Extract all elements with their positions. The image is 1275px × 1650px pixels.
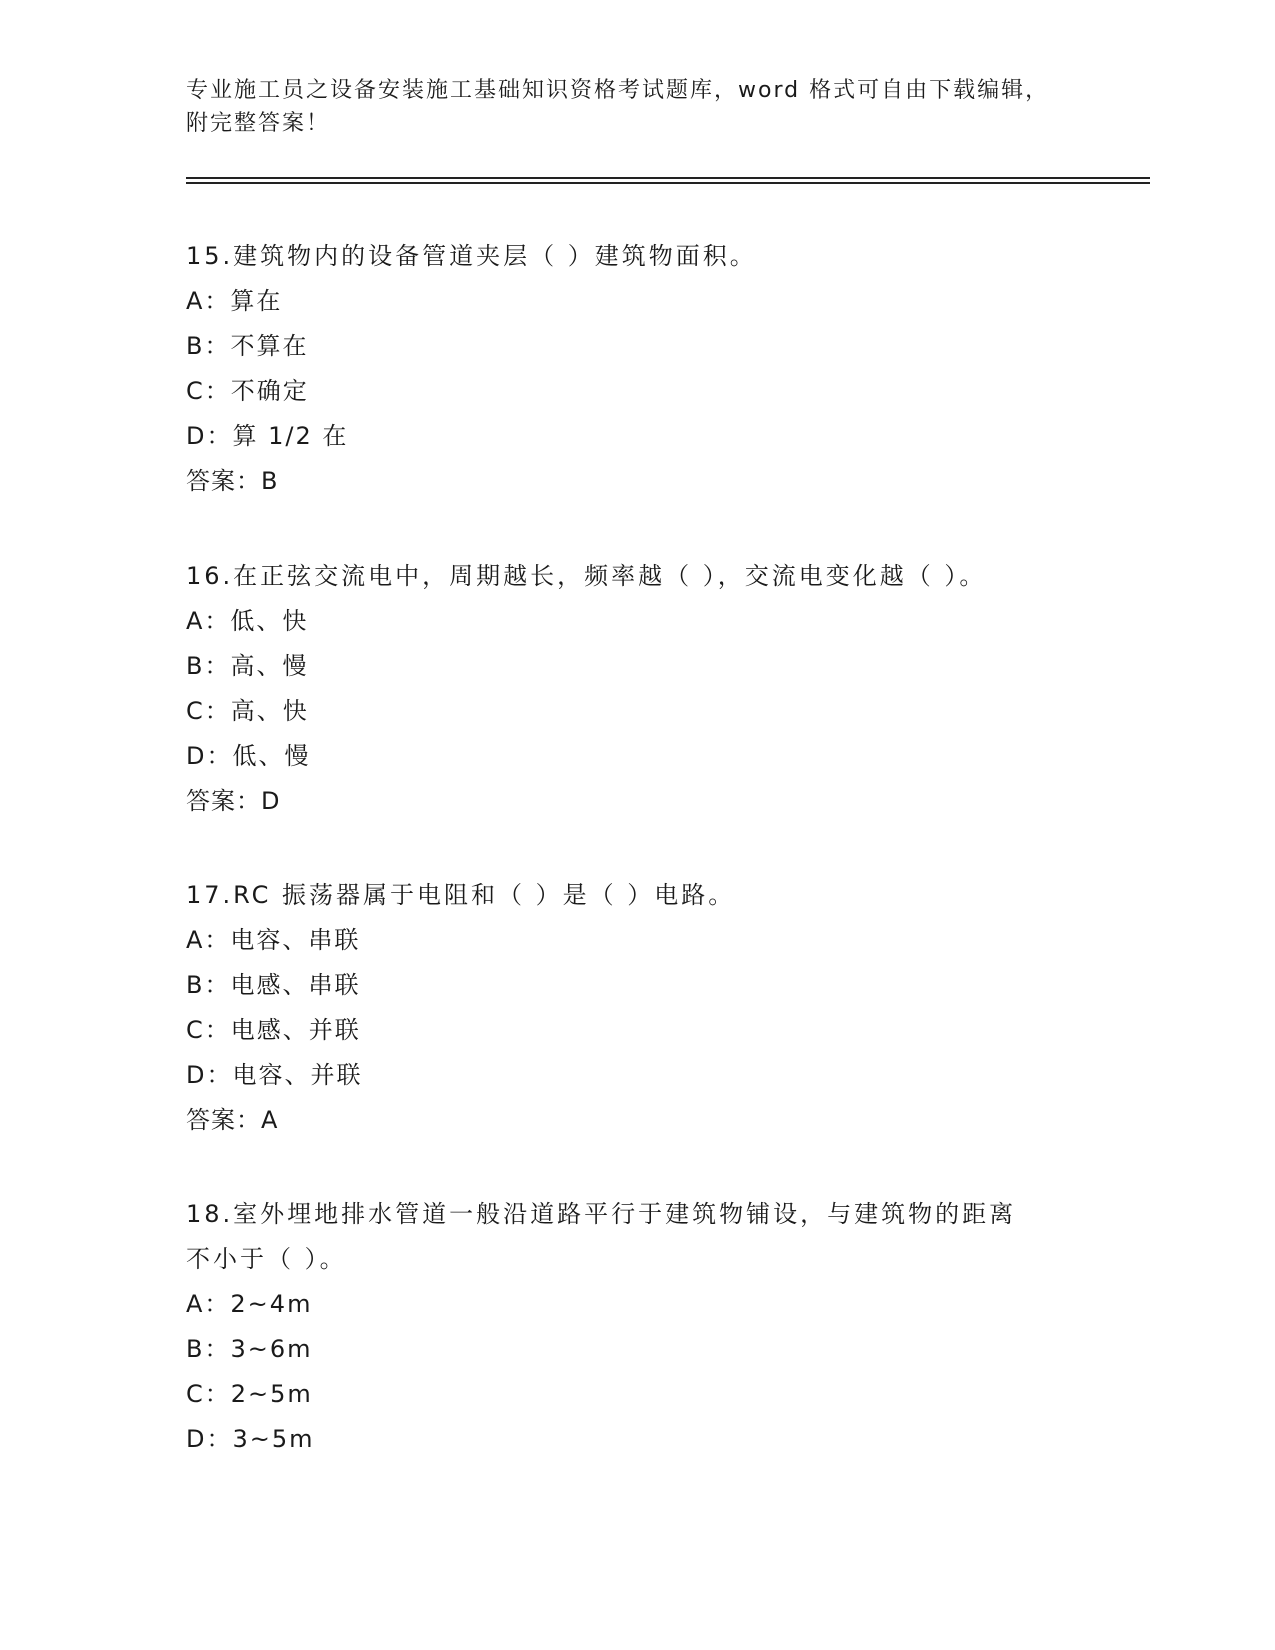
question-17 <box>186 873 1086 1143</box>
option-a: A：低、快 <box>186 607 309 635</box>
question-stem: 15.建筑物内的设备管道夹层（ ）建筑物面积。 <box>186 242 757 270</box>
header-rule-bottom <box>186 182 1150 184</box>
header-rule-top <box>186 177 1150 179</box>
option-d: D：电容、并联 <box>186 1061 363 1089</box>
option-a: A：电容、串联 <box>186 926 361 954</box>
option-b: B：电感、串联 <box>186 971 361 999</box>
option-a: A：算在 <box>186 287 283 315</box>
answer: 答案：D <box>186 787 281 815</box>
question-stem: 16.在正弦交流电中，周期越长，频率越（ ），交流电变化越（ ）。 <box>186 562 987 590</box>
question-18 <box>186 1192 1086 1462</box>
option-c: C：电感、并联 <box>186 1016 361 1044</box>
option-c: C：高、快 <box>186 697 309 725</box>
question-stem: 17.RC 振荡器属于电阻和（ ）是（ ）电路。 <box>186 881 736 909</box>
option-b: B：不算在 <box>186 332 309 360</box>
option-c: C：2~5m <box>186 1380 313 1408</box>
header-line-2: 附完整答案！ <box>186 111 331 136</box>
option-d: D：低、慢 <box>186 742 311 770</box>
question-15 <box>186 234 1086 504</box>
option-a: A：2~4m <box>186 1290 313 1318</box>
option-d: D：算 1/2 在 <box>186 422 349 450</box>
question-stem-line-2: 不小于（ ）。 <box>186 1245 347 1273</box>
document-header <box>186 74 1086 140</box>
question-16 <box>186 554 1086 824</box>
option-b: B：高、慢 <box>186 652 309 680</box>
question-stem-line-1: 18.室外埋地排水管道一般沿道路平行于建筑物铺设，与建筑物的距离 <box>186 1200 1017 1228</box>
option-d: D：3~5m <box>186 1425 315 1453</box>
answer: 答案：A <box>186 1106 279 1134</box>
option-b: B：3~6m <box>186 1335 313 1363</box>
answer: 答案：B <box>186 467 279 495</box>
option-c: C：不确定 <box>186 377 309 405</box>
header-line-1: 专业施工员之设备安装施工基础知识资格考试题库，word 格式可自由下载编辑， <box>186 78 1050 103</box>
